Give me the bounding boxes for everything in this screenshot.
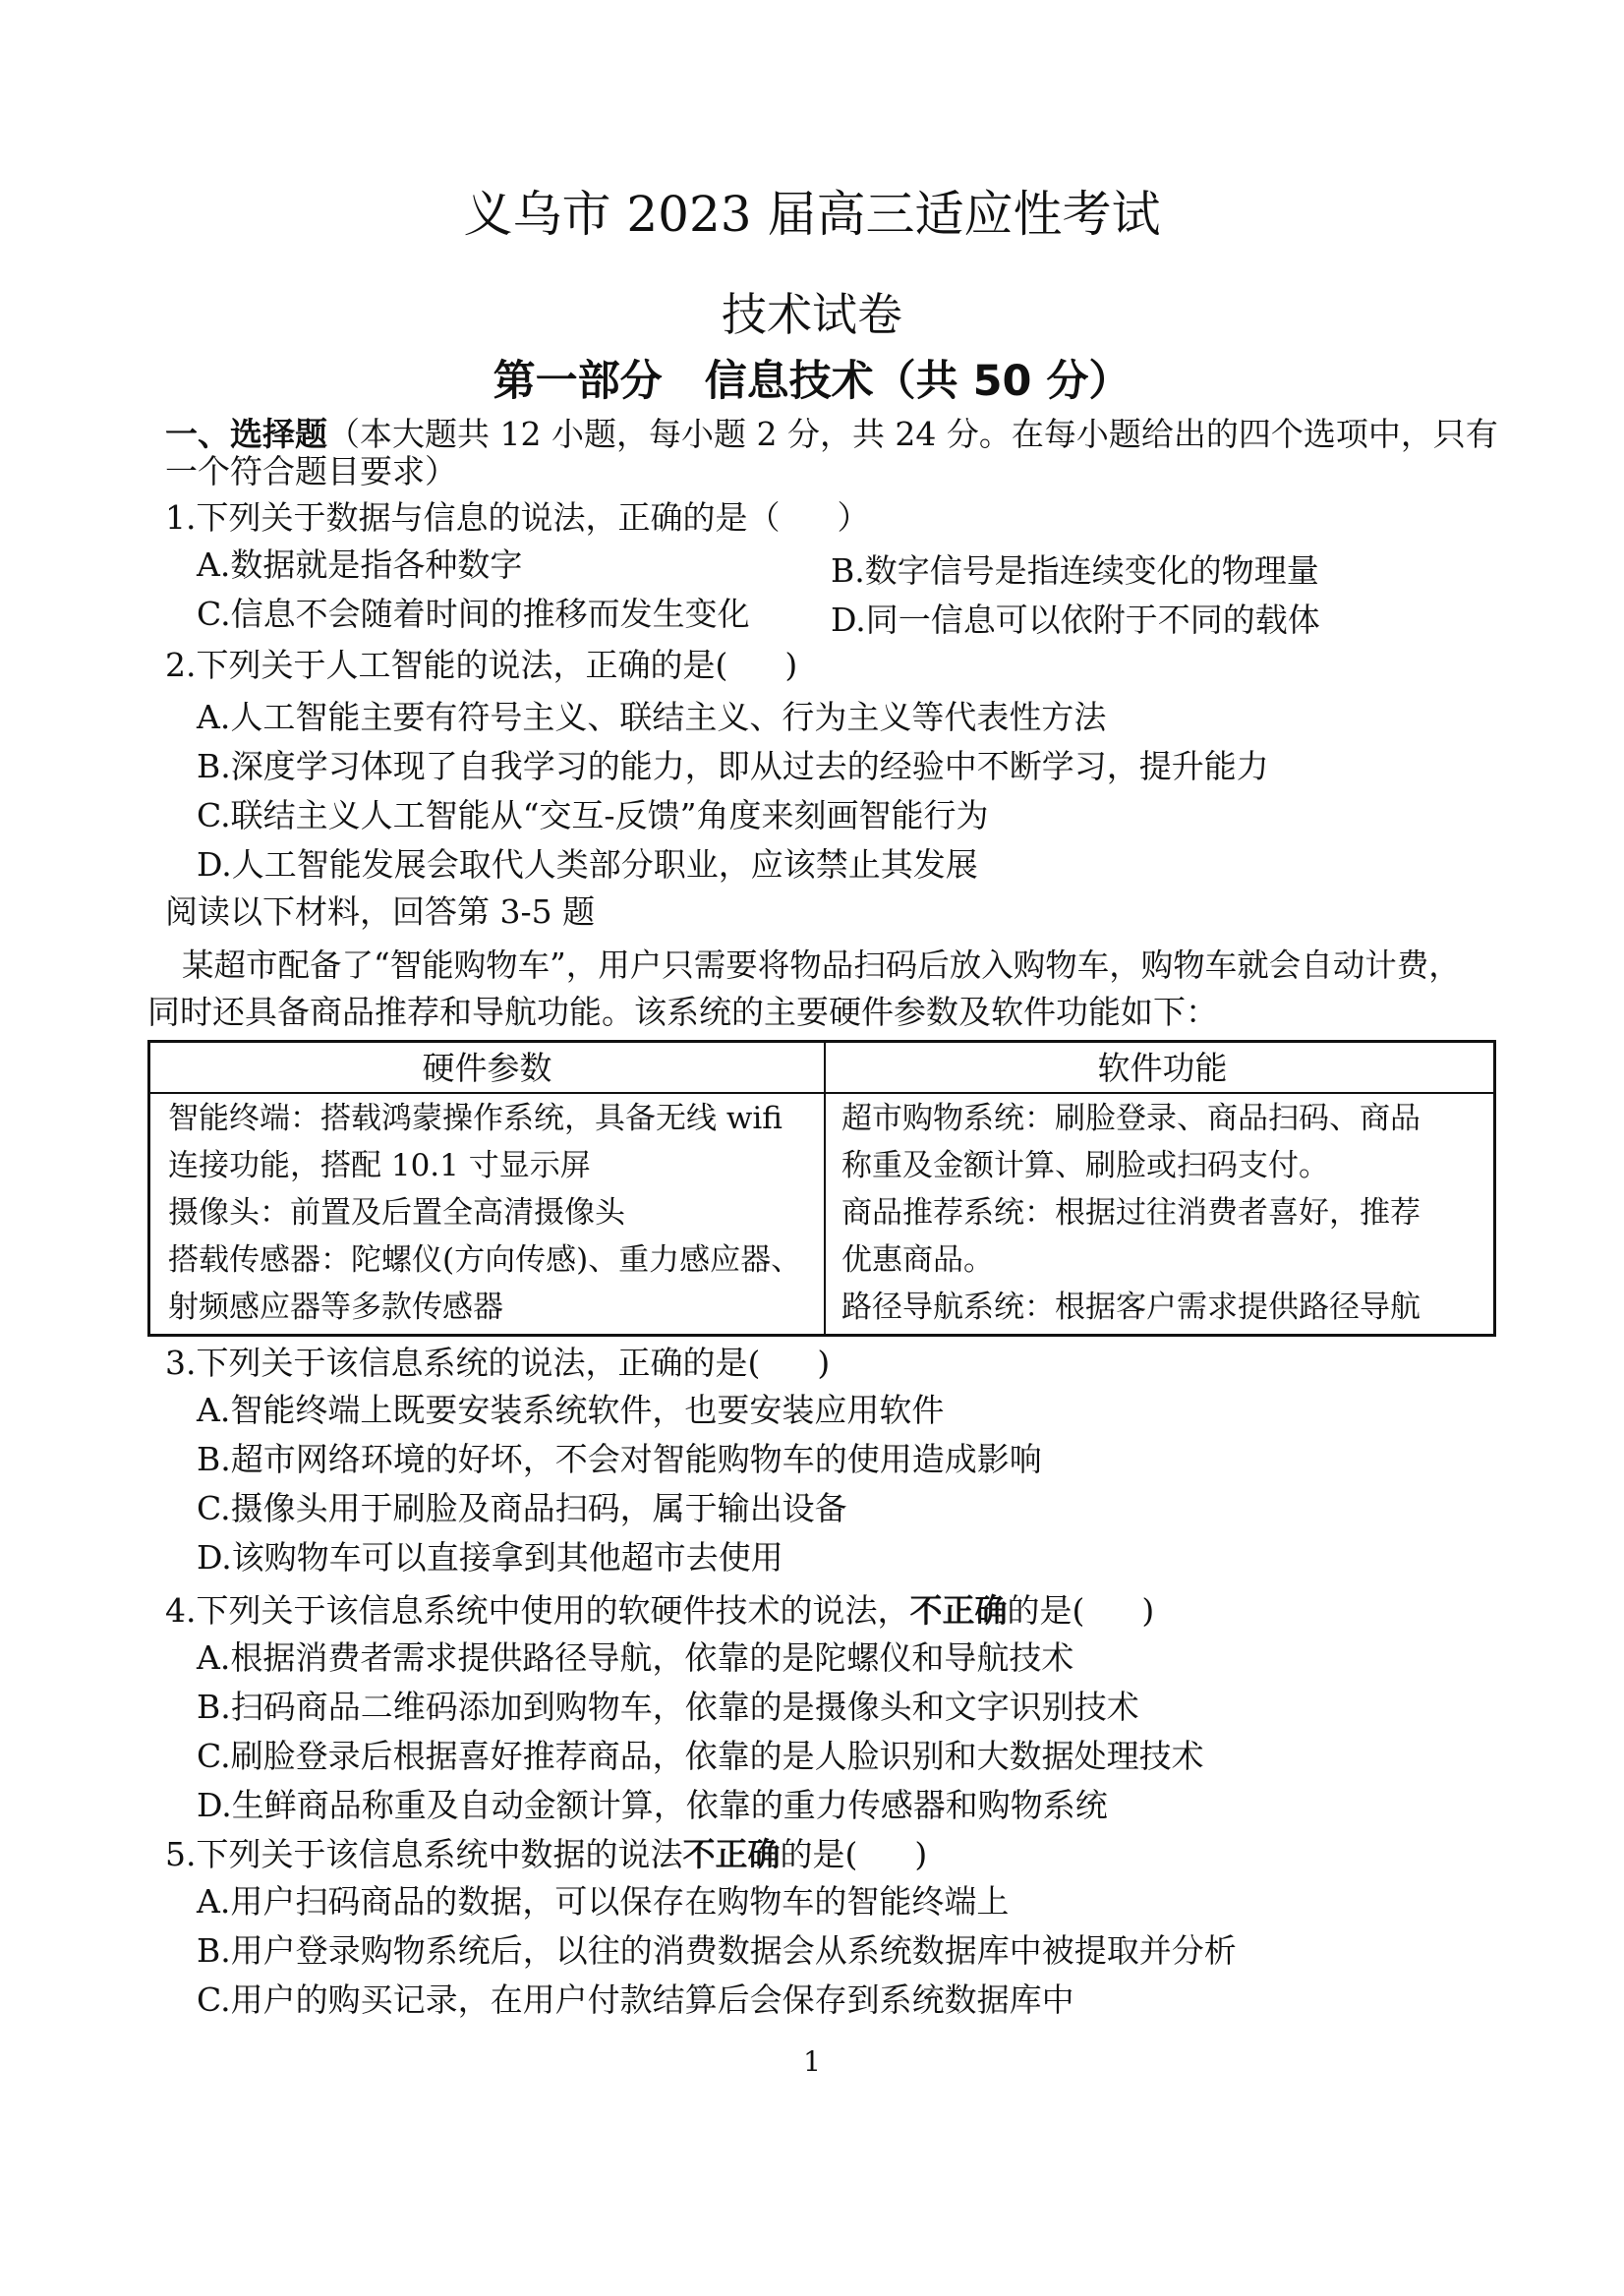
q4-option-a: A.根据消费者需求提供路径导航，依靠的是陀螺仪和导航技术	[197, 1638, 1074, 1677]
table-header-software: 软件功能	[1097, 1049, 1228, 1087]
q4-stem-close: )	[1141, 1591, 1155, 1630]
q5-stem-emphasis: 不正确	[682, 1835, 781, 1873]
subject-title: 技术试卷	[722, 288, 902, 341]
q4-option-d: D.生鲜商品称重及自动金额计算，依靠的重力传感器和购物系统	[197, 1786, 1108, 1824]
q1-option-b: B.数字信号是指连续变化的物理量	[831, 551, 1319, 590]
q4-stem-emphasis: 不正确	[909, 1591, 1008, 1630]
q2-stem-close: )	[784, 646, 798, 684]
material-para-line2: 同时还具备商品推荐和导航功能。该系统的主要硬件参数及软件功能如下：	[147, 993, 1218, 1031]
q2-option-a: A.人工智能主要有符号主义、联结主义、行为主义等代表性方法	[197, 698, 1107, 736]
q1-stem-text: 1.下列关于数据与信息的说法，正确的是（	[165, 498, 781, 537]
q2-stem-text: 2.下列关于人工智能的说法，正确的是(	[165, 646, 728, 684]
q1-stem	[165, 496, 870, 540]
q4-option-b: B.扫码商品二维码添加到购物车，依靠的是摄像头和文字识别技术	[197, 1688, 1139, 1726]
q1-option-c: C.信息不会随着时间的推移而发生变化	[197, 595, 750, 633]
q5-stem-close: )	[914, 1835, 928, 1873]
q2-stem	[165, 644, 797, 687]
q2-option-d: D.人工智能发展会取代人类部分职业，应该禁止其发展	[197, 845, 978, 884]
q1-option-d: D.同一信息可以依附于不同的载体	[831, 601, 1320, 639]
table-sw-line: 称重及金额计算、刷脸或扫码支付。	[841, 1148, 1329, 1183]
q3-option-a: A.智能终端上既要安装系统软件，也要安装应用软件	[197, 1391, 945, 1429]
table-header-divider	[150, 1092, 1493, 1094]
q3-stem-text: 3.下列关于该信息系统的说法，正确的是(	[165, 1344, 761, 1382]
table-sw-line: 路径导航系统：根据客户需求提供路径导航	[841, 1290, 1421, 1325]
q1-option-a: A.数据就是指各种数字	[197, 545, 523, 584]
material-intro: 阅读以下材料，回答第 3-5 题	[165, 892, 596, 931]
section1-desc-line2: 一个符合题目要求）	[165, 452, 457, 490]
section1-desc-line1: （本大题共 12 小题，每小题 2 分，共 24 分。在每小题给出的四个选项中，只有	[327, 415, 1498, 453]
material-para-line1: 某超市配备了“智能购物车”，用户只需要将物品扫码后放入购物车，购物车就会自动计费，	[182, 947, 1461, 984]
table-hw-line: 搭载传感器：陀螺仪(方向传感)、重力感应器、	[168, 1242, 802, 1278]
q5-stem-post: 的是(	[780, 1835, 858, 1873]
q2-option-b: B.深度学习体现了自我学习的能力，即从过去的经验中不断学习，提升能力	[197, 747, 1269, 785]
q3-stem-close: )	[817, 1344, 831, 1382]
hardware-software-table	[147, 1040, 1496, 1337]
q3-option-b: B.超市网络环境的好坏，不会对智能购物车的使用造成影响	[197, 1440, 1042, 1478]
table-hw-line: 射频感应器等多款传感器	[168, 1290, 503, 1325]
table-header-hardware: 硬件参数	[422, 1049, 552, 1087]
table-sw-line: 超市购物系统：刷脸登录、商品扫码、商品	[841, 1101, 1421, 1136]
q3-stem	[165, 1342, 830, 1385]
q2-option-c: C.联结主义人工智能从“交互-反馈”角度来刻画智能行为	[197, 796, 989, 834]
q4-stem-post: 的是(	[1007, 1591, 1085, 1630]
q4-option-c: C.刷脸登录后根据喜好推荐商品，依靠的是人脸识别和大数据处理技术	[197, 1737, 1204, 1775]
table-sw-line: 优惠商品。	[841, 1242, 994, 1278]
q3-option-d: D.该购物车可以直接拿到其他超市去使用	[197, 1538, 783, 1577]
part-title: 第一部分 信息技术（共 50 分）	[493, 357, 1131, 406]
q4-stem	[165, 1589, 1154, 1633]
table-hw-line: 连接功能，搭配 10.1 寸显示屏	[168, 1148, 591, 1183]
page-number: 1	[803, 2045, 821, 2078]
table-sw-line: 商品推荐系统：根据过往消费者喜好，推荐	[841, 1195, 1421, 1231]
q5-stem	[165, 1833, 927, 1876]
q3-option-c: C.摄像头用于刷脸及商品扫码，属于输出设备	[197, 1489, 847, 1527]
q5-option-b: B.用户登录购物系统后，以往的消费数据会从系统数据库中被提取并分析	[197, 1931, 1237, 1970]
exam-title: 义乌市 2023 届高三适应性考试	[463, 186, 1161, 243]
q1-stem-close: ）	[837, 498, 870, 537]
table-hw-line: 智能终端：搭载鸿蒙操作系统，具备无线 wifi	[168, 1101, 783, 1136]
q5-option-c: C.用户的购买记录，在用户付款结算后会保存到系统数据库中	[197, 1980, 1074, 2019]
q4-stem-pre: 4.下列关于该信息系统中使用的软硬件技术的说法，	[165, 1591, 910, 1630]
table-hw-line: 摄像头：前置及后置全高清摄像头	[168, 1195, 625, 1231]
section1-label: 一、选择题	[165, 415, 327, 453]
q5-option-a: A.用户扫码商品的数据，可以保存在购物车的智能终端上	[197, 1882, 1010, 1921]
q5-stem-pre: 5.下列关于该信息系统中数据的说法	[165, 1835, 683, 1873]
